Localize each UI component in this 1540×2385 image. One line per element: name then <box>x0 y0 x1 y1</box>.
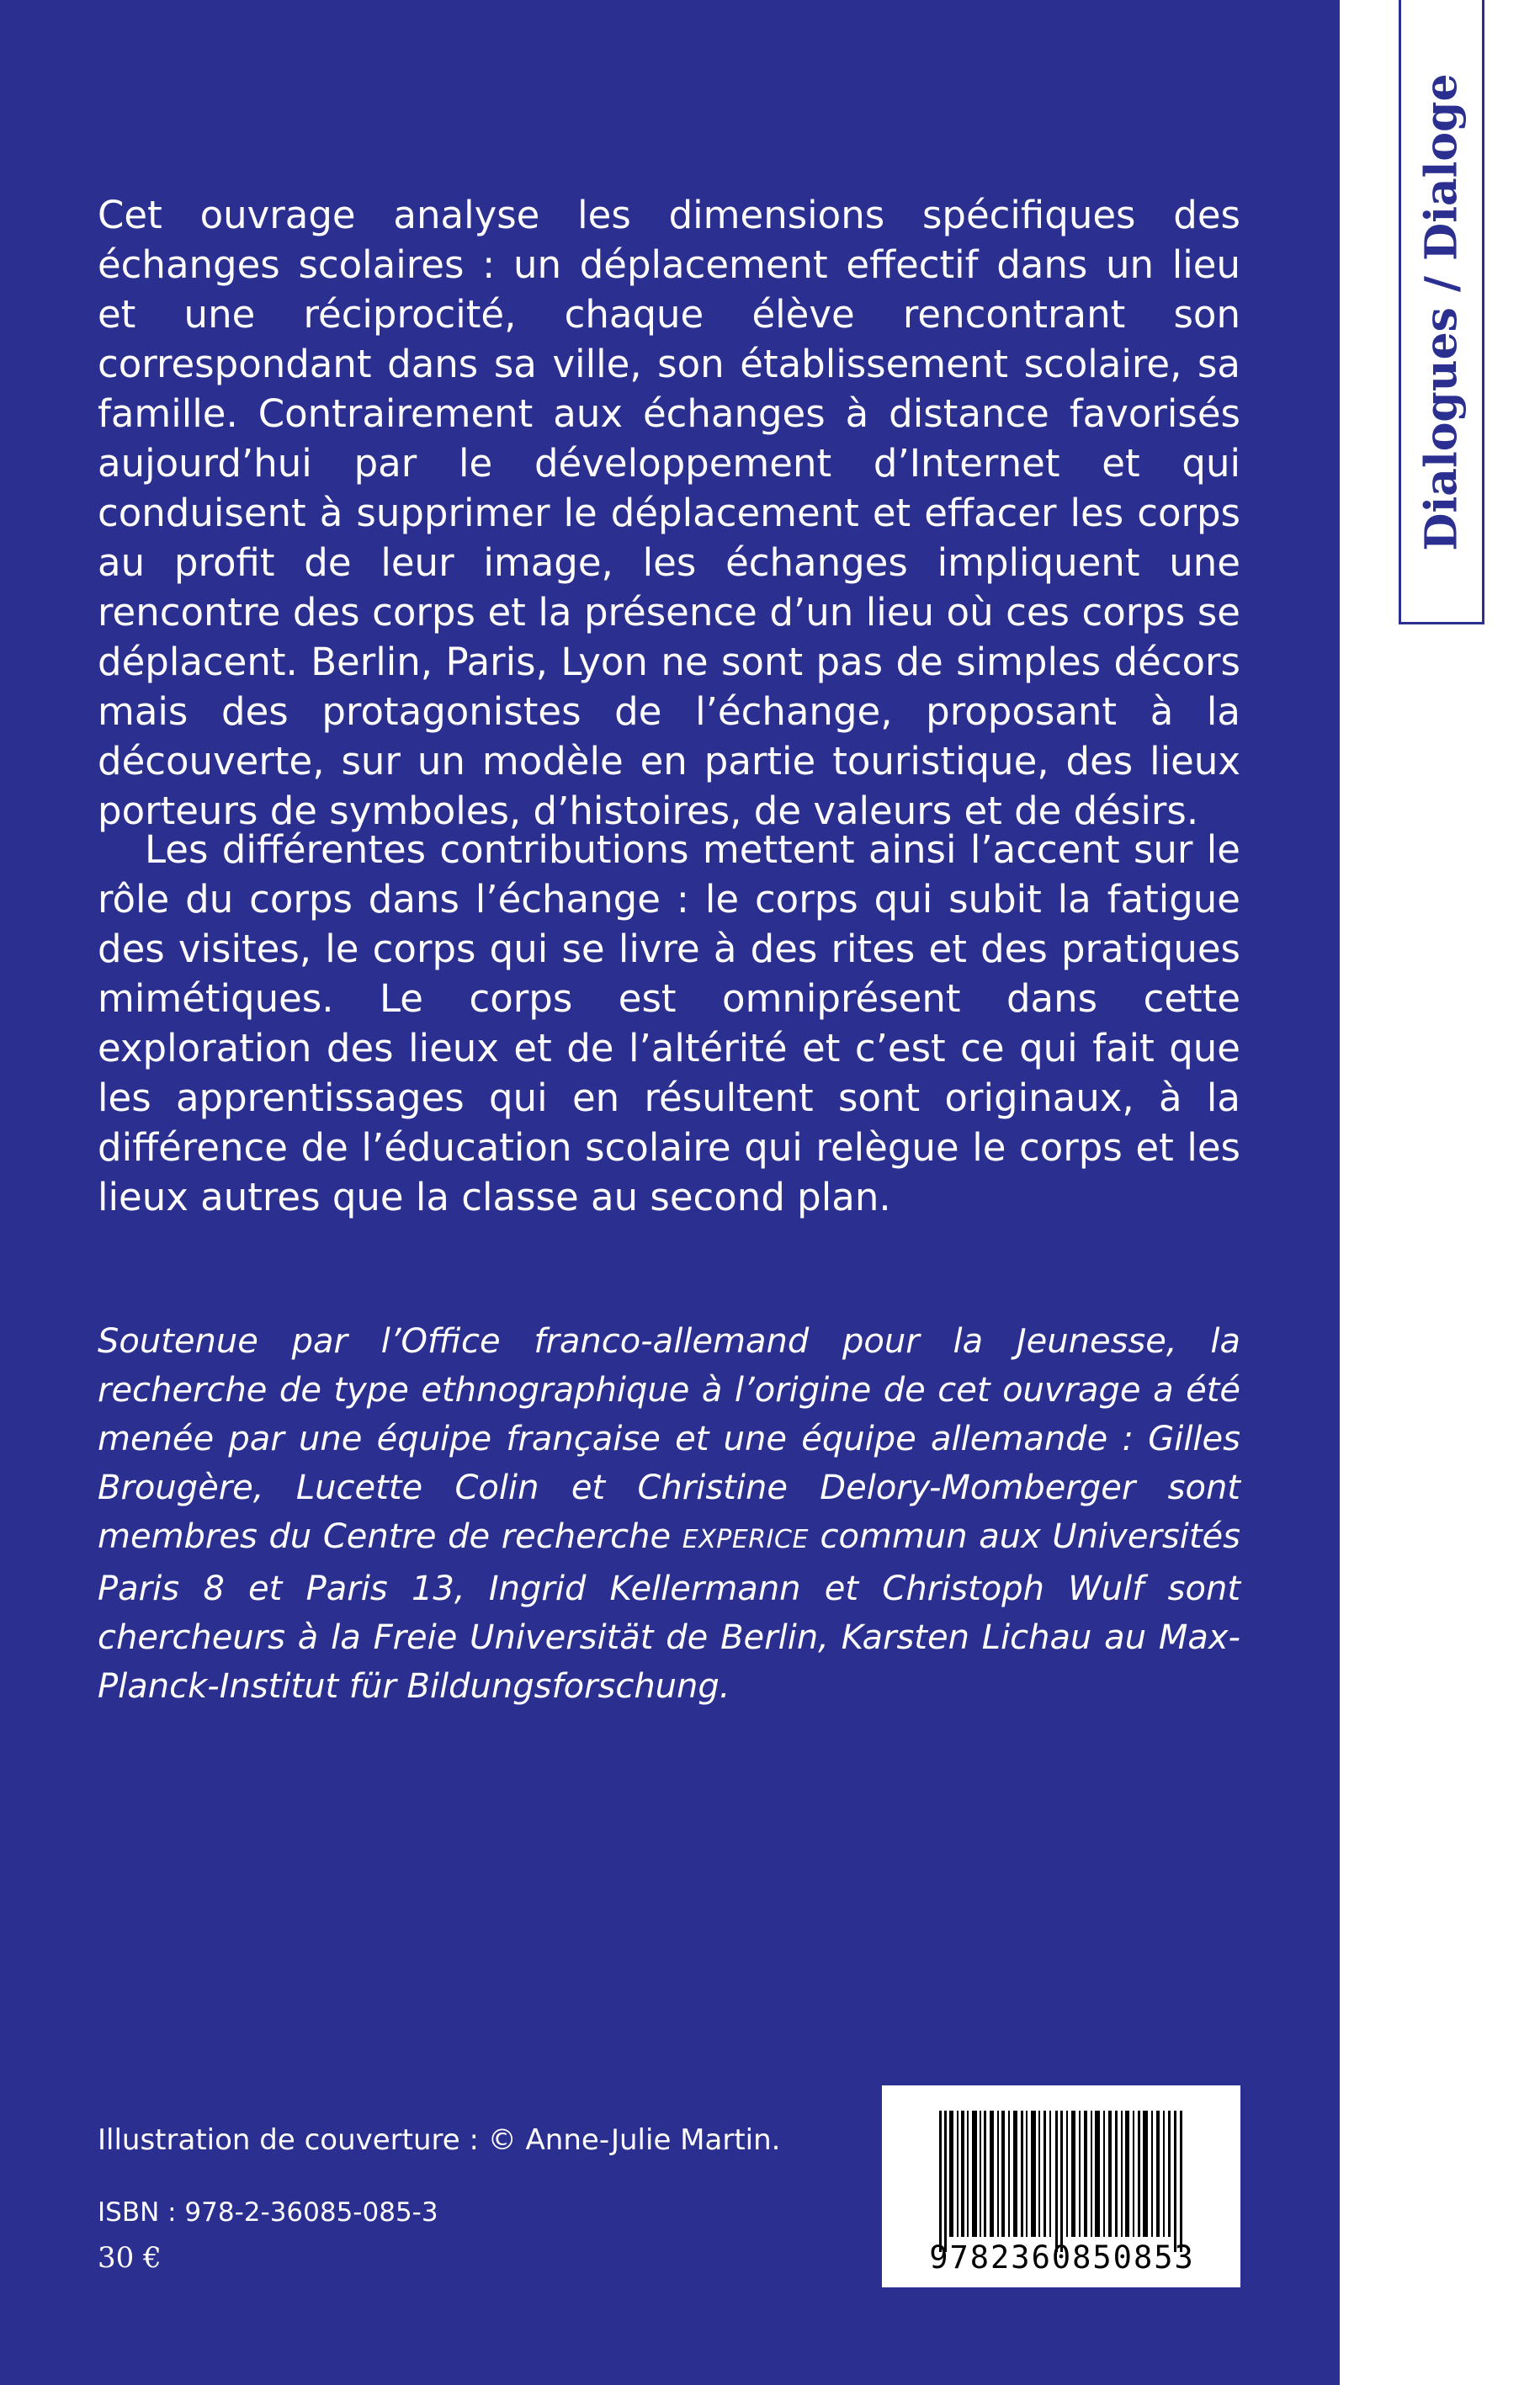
barcode-bar <box>1043 2111 1046 2237</box>
barcode-bar <box>1151 2111 1153 2237</box>
barcode-bar <box>1121 2111 1123 2237</box>
barcode-number: 9782360850853 <box>929 2239 1195 2276</box>
barcode-bar <box>1138 2111 1140 2237</box>
barcode-bar <box>1095 2111 1100 2237</box>
barcode-bar <box>1071 2111 1075 2237</box>
barcode-bar <box>984 2111 986 2237</box>
barcode-bar <box>967 2111 969 2237</box>
barcode-bar <box>1021 2111 1023 2237</box>
barcode-bar <box>1115 2111 1118 2237</box>
barcode-bar <box>1079 2111 1081 2237</box>
barcode-bar <box>1038 2111 1040 2237</box>
barcode-bar <box>1143 2111 1148 2237</box>
barcode-bar <box>1180 2111 1182 2252</box>
barcode-bar <box>1091 2111 1092 2237</box>
barcode-bar <box>1008 2111 1010 2237</box>
barcode-bar <box>1060 2111 1063 2252</box>
barcode-bar <box>1055 2111 1058 2252</box>
isbn-number: ISBN : 978-2-36085-085-3 <box>98 2197 438 2228</box>
description-paragraph-1: Cet ouvrage analyse les dimensions spécifiques des échanges scolaires : un déplacement effectif dans un lieu et une réciprocité, chaque élève rencontrant son correspondant dans sa ville, son établissement scolaire, sa famille. Contrairement aux échanges à distance favorisés aujourd’hui par le développement d’Internet et qui conduisent à supprimer le déplacement et effacer les corps au profit de leur image, les échanges impliquent une rencontre des corps et la présence d’un lieu où ces corps se déplacent. Berlin, Paris, Lyon ne sont pas de simples décors mais des protagonistes de l’échange, proposant à la découverte, sur un modèle en partie touristique, des lieux porteurs de symboles, d’histoires, de valeurs et de désirs. <box>98 193 1240 833</box>
barcode-bar <box>1163 2111 1165 2237</box>
description-paragraph-2: Les différentes contributions mettent ainsi l’accent sur le rôle du corps dans l’échange : le corps qui subit la fatigue des visites, le corps qui se livre à des rites et des pratiques mimétiques. Le corps est omniprésent dans cette exploration des lieux et de l’altérité et c’est ce qui fait que les apprentissages qui en résultent sont originaux, à la différence de l’éducation scolaire qui relègue le corps et les lieux autres que la classe au second plan. <box>98 827 1240 1219</box>
barcode-bar <box>1133 2111 1134 2237</box>
barcode-bar <box>1001 2111 1005 2237</box>
barcode-bar <box>1049 2111 1051 2237</box>
barcode-bar <box>939 2111 942 2252</box>
book-price: 30 € <box>98 2241 162 2275</box>
research-note <box>98 1317 1240 1711</box>
barcode-bar <box>1066 2111 1068 2237</box>
barcode-bar <box>990 2111 994 2237</box>
cover-illustration-credit: Illustration de couverture : © Anne-Julie Martin. <box>98 2123 781 2157</box>
barcode-bar <box>949 2111 953 2237</box>
barcode-bar <box>1031 2111 1036 2237</box>
research-note-text-part-2: commun aux Universités Paris 8 et Paris 13, Ingrid Kellermann et Christoph Wulf sont chercheurs à la Freie Universität de Berlin, Karsten Lichau au Max-Planck-Institut für Bildungsforschung. <box>98 1517 1240 1706</box>
barcode-bar <box>1168 2111 1171 2237</box>
research-center-name: EXPERICE <box>682 1525 809 1554</box>
barcode-bar <box>1125 2111 1129 2237</box>
barcode-bar <box>1156 2111 1160 2237</box>
barcode-bar <box>1013 2111 1017 2237</box>
barcode-bar <box>961 2111 964 2237</box>
barcode-bar <box>1026 2111 1028 2237</box>
barcode-bar <box>997 2111 999 2237</box>
barcode-bar <box>1108 2111 1112 2237</box>
barcode-bar <box>1084 2111 1087 2237</box>
barcode-bar <box>980 2111 981 2237</box>
series-title: Dialogues / Dialoge <box>1415 73 1468 551</box>
barcode-bar <box>1174 2111 1176 2252</box>
barcode-bar <box>944 2111 947 2252</box>
barcode-bar <box>972 2111 977 2237</box>
barcode-bar <box>1103 2111 1105 2237</box>
research-note-text-part-1: Soutenue par l’Office franco-allemand pour la Jeunesse, la recherche de type ethnographique à l’origine de cet ouvrage a été menée par une équipe française et une équipe allemande : Gilles Brougère, Lucette Colin et Christine Delory-Momberger sont membres du Centre de recherche <box>98 1322 1240 1556</box>
barcode-bar <box>957 2111 959 2237</box>
isbn-barcode <box>882 2085 1240 2287</box>
